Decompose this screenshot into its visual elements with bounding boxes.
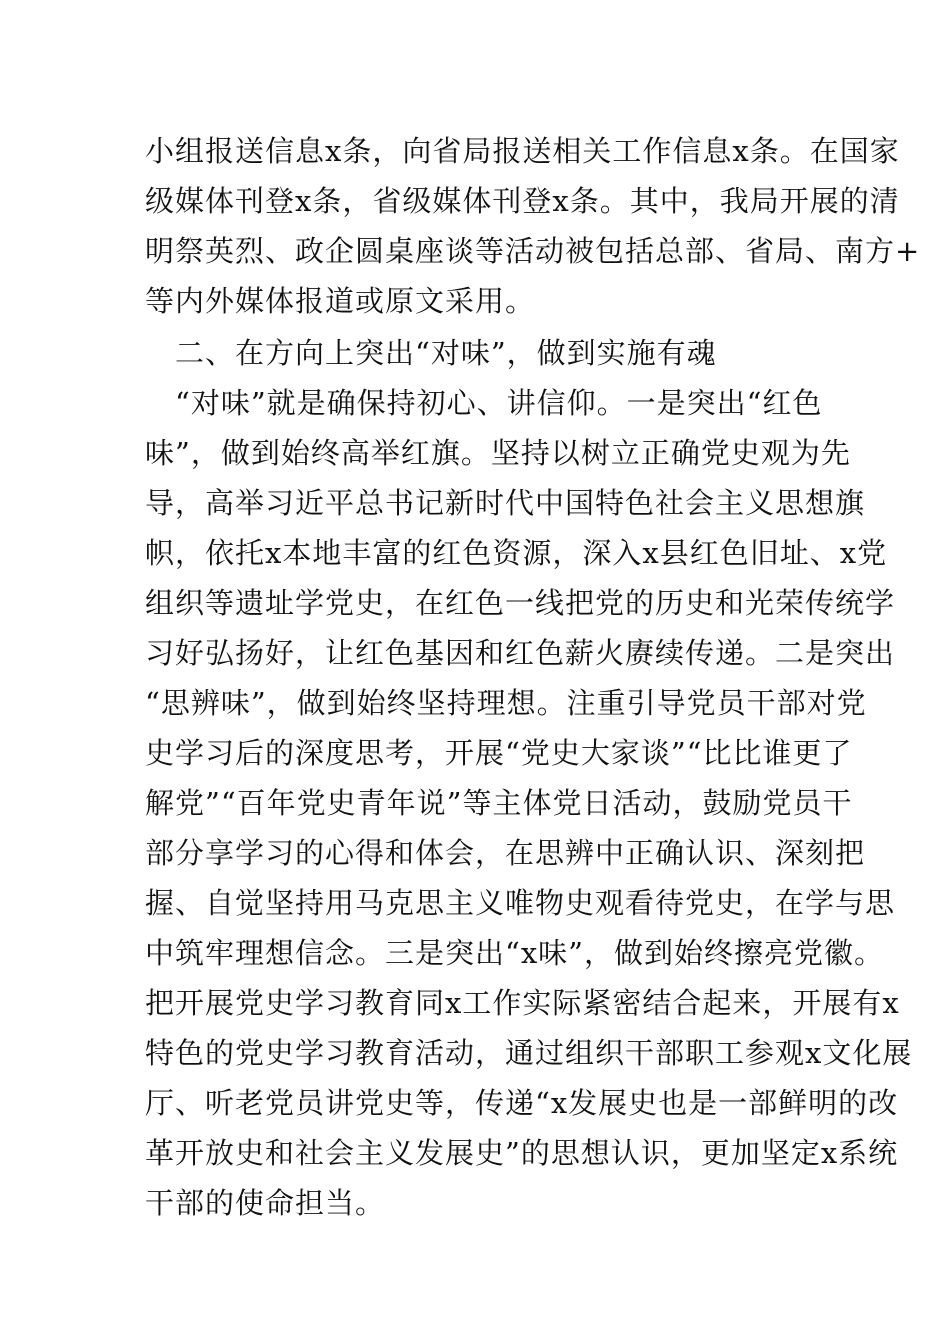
paragraph-line: 史学习后的深度思考，开展“党史大家谈”“比比谁更了 bbox=[145, 736, 853, 770]
paragraph-line: 解党”“百年党史青年说”等主体党日活动，鼓励党员干 bbox=[145, 786, 853, 820]
paragraph-line: 明祭英烈、政企圆桌座谈等活动被包括总部、省局、南方+ bbox=[145, 234, 921, 268]
paragraph-line: 厅、听老党员讲党史等，传递“x发展史也是一部鲜明的改 bbox=[145, 1086, 899, 1120]
paragraph-line: 部分享学习的心得和体会，在思辨中正确认识、深刻把 bbox=[145, 836, 866, 870]
paragraph-line: 等内外媒体报道或原文采用。 bbox=[145, 284, 536, 318]
paragraph-line: 帜，依托x本地丰富的红色资源，深入x县红色旧址、x党 bbox=[145, 536, 888, 570]
paragraph-line: 导，高举习近平总书记新时代中国特色社会主义思想旗 bbox=[145, 486, 866, 520]
paragraph-line: 味”，做到始终高举红旗。坚持以树立正确党史观为先 bbox=[145, 436, 851, 470]
paragraph-line: 级媒体刊登x条，省级媒体刊登x条。其中，我局开展的清 bbox=[145, 184, 900, 218]
paragraph-line: 习好弘扬好，让红色基因和红色薪火赓续传递。二是突出 bbox=[145, 636, 896, 670]
section-heading: 二、在方向上突出“对味”，做到实施有魂 bbox=[175, 336, 717, 370]
paragraph-line: 干部的使命担当。 bbox=[145, 1186, 386, 1220]
paragraph-line: 特色的党史学习教育活动，通过组织干部职工参观x文化展 bbox=[145, 1036, 913, 1070]
paragraph-line: 组织等遗址学党史，在红色一线把党的历史和光荣传统学 bbox=[145, 586, 896, 620]
paragraph-line: “对味”就是确保持初心、讲信仰。一是突出“红色 bbox=[175, 386, 823, 420]
paragraph-line: 小组报送信息x条，向省局报送相关工作信息x条。在国家 bbox=[145, 134, 900, 168]
paragraph-line: 握、自觉坚持用马克思主义唯物史观看待党史，在学与思 bbox=[145, 886, 896, 920]
paragraph-line: 中筑牢理想信念。三是突出“x味”，做到始终擦亮党徽。 bbox=[145, 936, 885, 970]
paragraph-line: 把开展党史学习教育同x工作实际紧密结合起来，开展有x bbox=[145, 986, 900, 1020]
paragraph-line: 革开放史和社会主义发展史”的思想认识，更加坚定x系统 bbox=[145, 1136, 899, 1170]
paragraph-line: “思辨味”，做到始终坚持理想。注重引导党员干部对党 bbox=[145, 686, 867, 720]
